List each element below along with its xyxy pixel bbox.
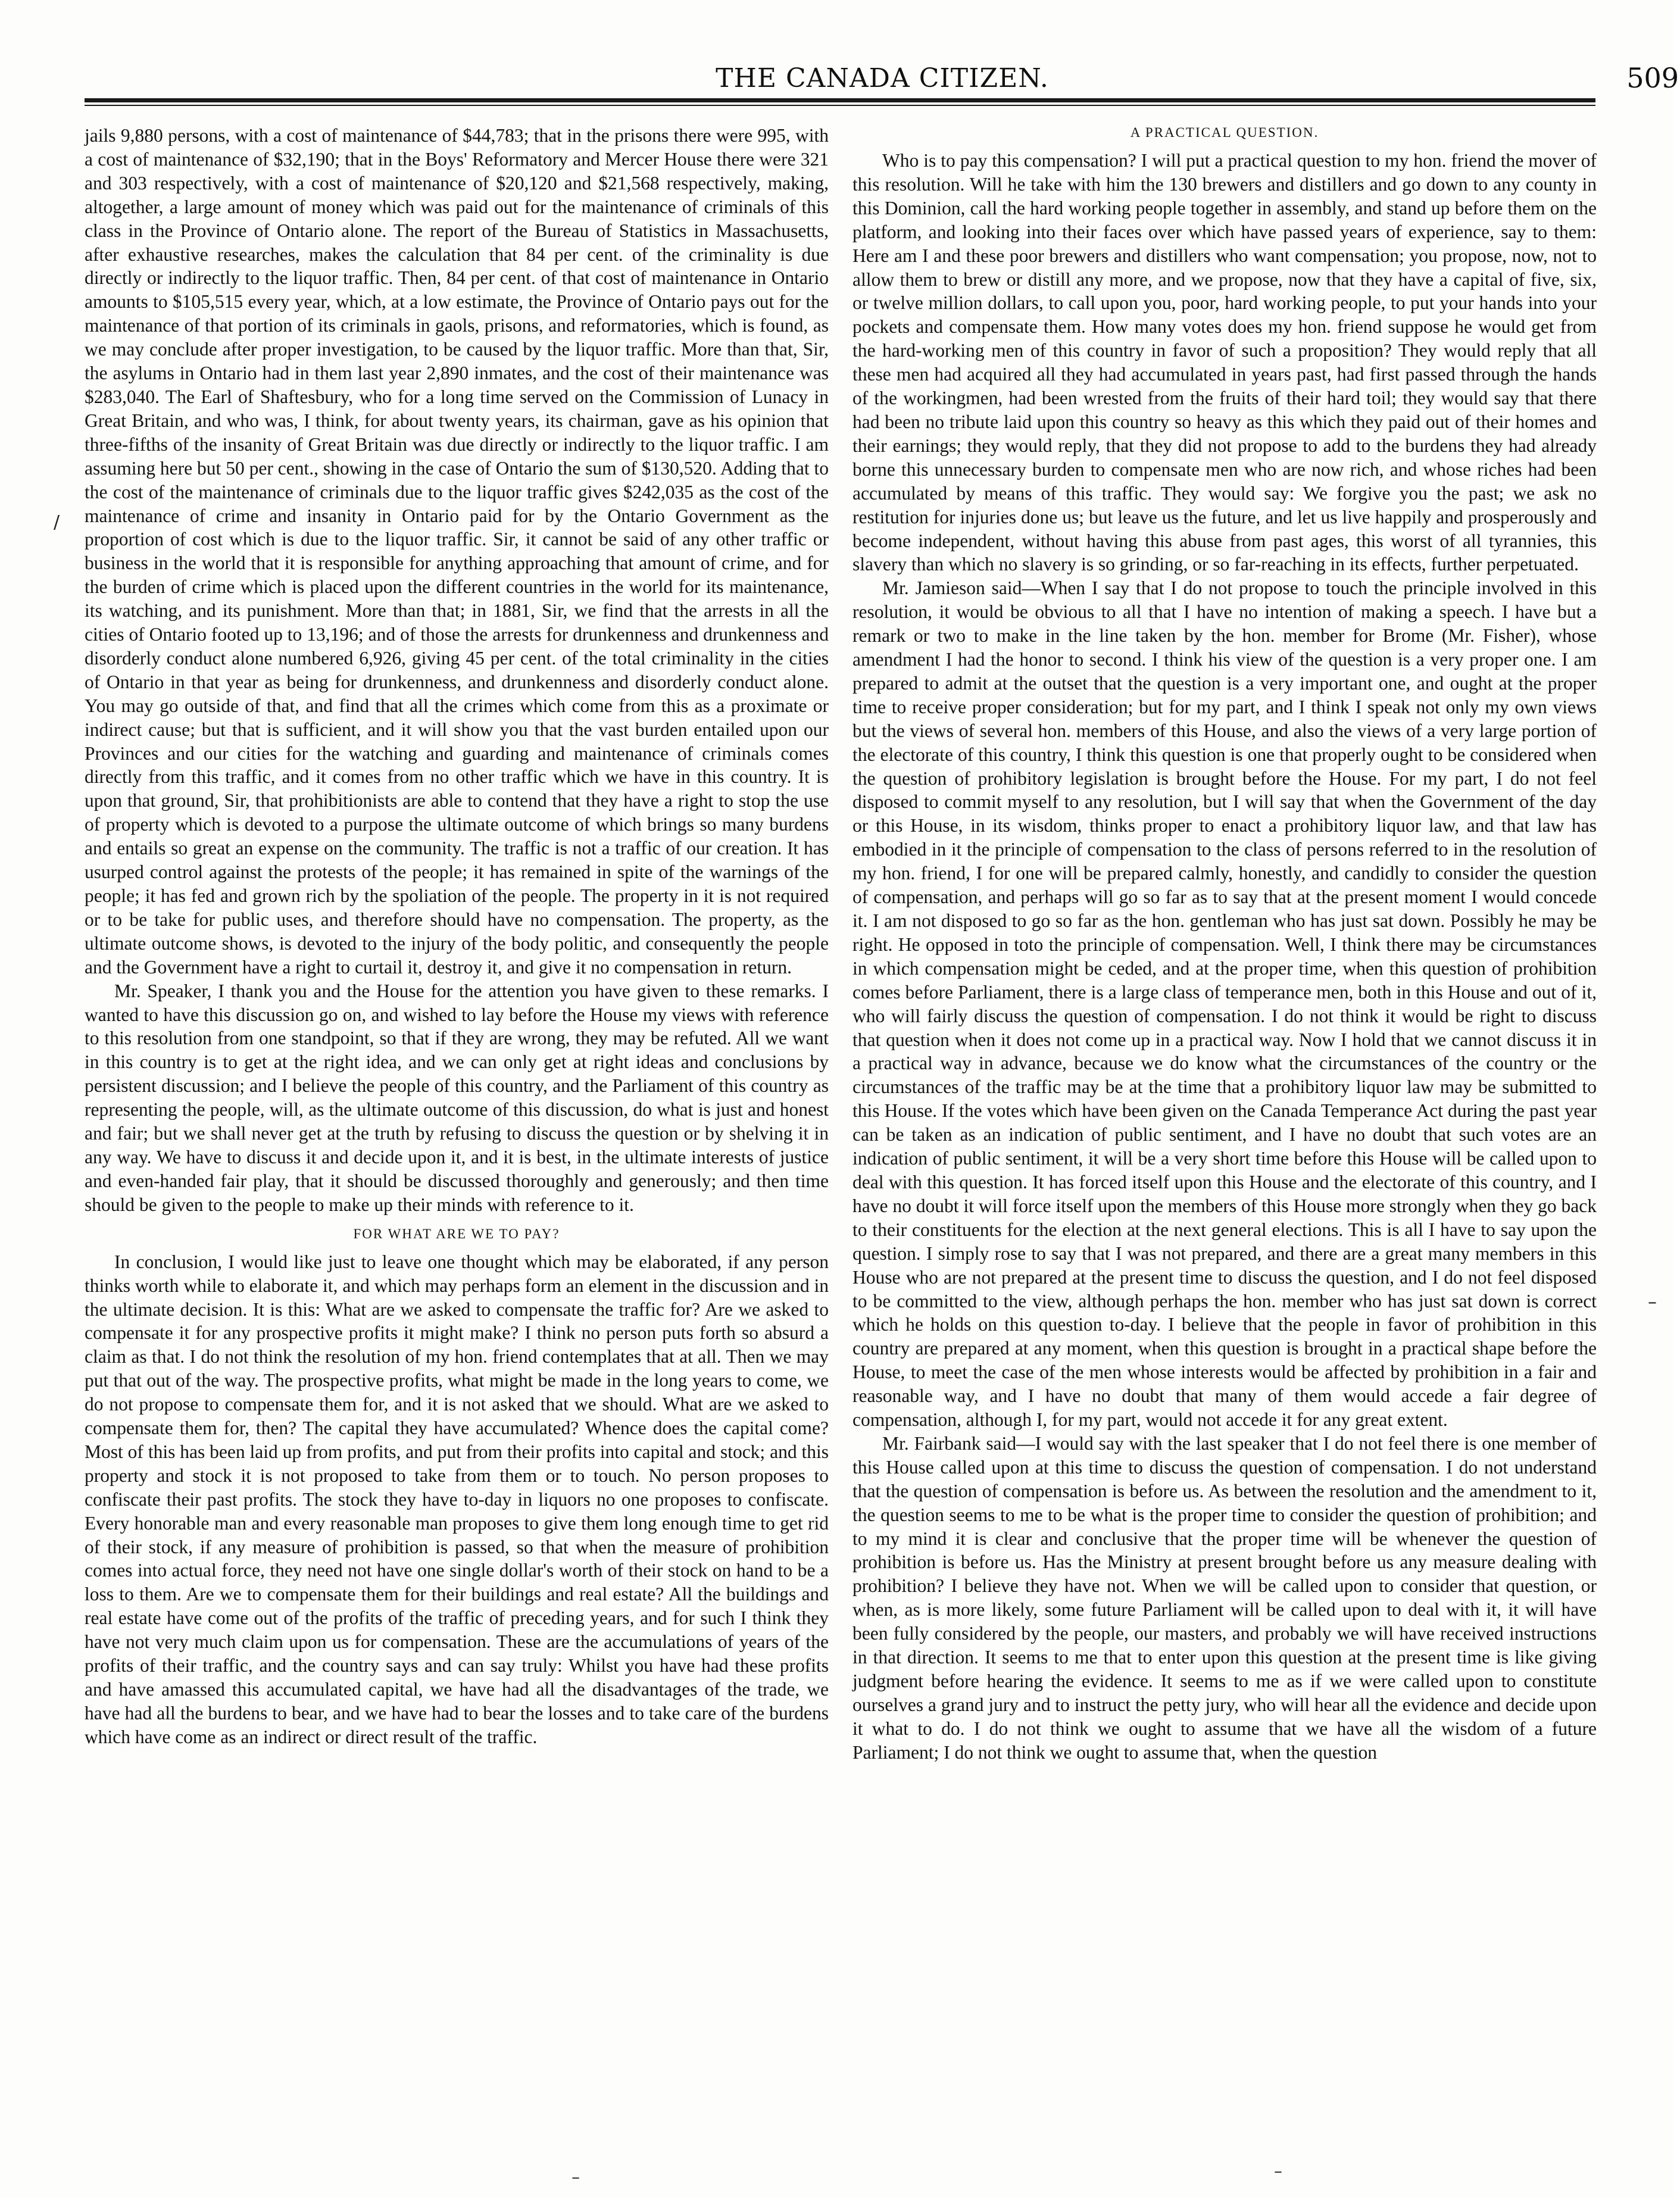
right-column — [853, 124, 1597, 2148]
section-heading-what-to-pay: FOR WHAT ARE WE TO PAY? — [353, 1226, 560, 1241]
bottom-dash-right: – — [1274, 2161, 1282, 2181]
left-paragraph-2: Mr. Speaker, I thank you and the House for the attention you have given to these remarks. I wanted to have this discussion go on, and wished to lay before the House my views with reference to this resolution from one standpoint, so that if they are wrong, they may be refuted. All we want in this country is to get at the right idea, and we can only get at right ideas and conclusions by persistent discussion; and I believe the people of this country, and the Parliament of this country as representing the people, will, as the ultimate outcome of this discussion, do what is just and honest and fair; but we shall never get at the truth by refusing to discuss the question or by shelving it in any way. We have to discuss it and decide upon it, and it is best, in the ultimate interests of justice and even-handed fair play, that it should be discussed thoroughly and generously; and then time should be given to the people to make up their minds with reference to it. — [85, 980, 829, 1215]
bottom-dash-left: – — [572, 2167, 580, 2187]
margin-mark-left: / — [54, 512, 60, 533]
right-paragraph-2: Mr. Jamieson said—When I say that I do not propose to touch the principle involved in this resolution, it would be obvious to all that I have no intention of making a speech. I have but a remark or two to make in the line taken by the hon. member for Brome (Mr. Fisher), whose amendment I had the honor to second. I think his view of the question is a very proper one. I am prepared to admit at the outset that the question is a very important one, and ought at the proper time to receive proper consideration; but for my part, and I think I speak not only my own views but the views of several hon. members of this House, and also the views of a very large portion of the electorate of this country, I think this question is one that properly ought to be considered when the question of prohibitory legislation is brought before the House. For my part, I do not feel disposed to commit myself to any resolution, but I will say that when the Government of the day or this House, in its wisdom, thinks proper to enact a prohibitory liquor law, and that law has embodied in it the principle of compensation to the class of persons referred to in the resolution of my hon. friend, I for one will be prepared calmly, honestly, and candidly to consider the question of compensation, and perhaps will go so far as to say that at the present moment I would concede it. I am not disposed to go so far as the hon. gentleman who has just sat down. Possibly he may be right. He opposed in toto the principle of compensation. Well, I think there may be circumstances in which compensation might be ceded, and at the proper time, when this question of prohibition comes before Parliament, there is a large class of temperance men, both in this House and out of it, who will fairly discuss the question of compensation. I do not think it would be right to discuss that question when it does not come up in a practical way. Now I hold that we cannot discuss it in a practical way in advance, because we do know what the circumstances of the country or the circumstances of the traffic may be at the time that a prohibitory liquor law may be submitted to this House. If the votes which have been given on the Canada Temperance Act during the past year can be taken as an indication of public sentiment, and I have no doubt that such votes are an indication of public sentiment, it will be a very short time before this House will be called upon to deal with this question. It has forced itself upon this House and the electorate of this country, and I have no doubt it will force itself upon the members of this House more strongly when they go back to their constituents for the election at the next general elections. This is all I have to say upon the question. I simply rose to say that I was not prepared, and there are a great many members in this House who are not prepared at the present time to discuss the question, and I do not feel disposed to be committed to the view, although perhaps the hon. member who has just sat down is correct which he holds on this question to-day. I believe that the people in favor of prohibition in this country are prepared at any moment, when this question is brought in a practical shape before the House, to meet the case of the men whose interests would be affected by prohibition in a fair and reasonable way, and I have no doubt that many of them would accede a fair degree of compensation, although I, for my part, would not accede it for any great extent. — [853, 577, 1597, 1431]
right-paragraph-1: Who is to pay this compensation? I will put a practical question to my hon. friend the mover of this resolution. Will he take with him the 130 brewers and distillers and go down to any county in this Dominion, call the hard working people together in assembly, and stand up before them on the platform, and looking into their faces over which have passed years of experience, say to them: Here am I and these poor brewers and distillers who want compensation; you propose, now, not to allow them to brew or distill any more, and we propose, now that they have a capital of five, six, or twelve million dollars, to call upon you, poor, hard working people, to put your hands into your pockets and compensate them. How many votes does my hon. friend suppose he would get from the hard-working men of this country in favor of such a proposition? They would reply that all these men had acquired all they had accumulated in years past, had first passed through the hands of the workingmen, had been wrested from the fruits of their hard toil; they would say that there had been no tribute laid upon this country so heavy as this which they paid out of their homes and their earnings; they would reply, that they did not propose to add to the burdens they had already borne this unnecessary burden to compensate men who are now rich, and whose riches had been accumulated by means of this traffic. They would say: We forgive you the past; we ask no restitution for injuries done us; but leave us the future, and let us live happily and prosperously and become independent, without having this abuse from past ages, this worst of all tyrannies, this slavery than which no slavery is so grinding, or so far-reaching in its effects, further perpetuated. — [853, 150, 1597, 575]
left-paragraph-3: In conclusion, I would like just to leave one thought which may be elaborated, if any person thinks worth while to elaborate it, and which may perhaps form an element in the discussion and in the ultimate decision. It is this: What are we asked to compensate the traffic for? Are we asked to compensate it for any prospective profits it might make? I think no person puts forth so absurd a claim as that. I do not think the resolution of my hon. friend contemplates that at all. Then we may put that out of the way. The prospective profits, what might be made in the long years to come, we do not propose to compensate them for, and it is not asked that we should. What are we asked to compensate them for, then? The capital they have accumulated? Whence does the capital come? Most of this has been laid up from profits, and put from their profits into capital and stock; and this property and stock it is not proposed to take from them or to touch. No person proposes to confiscate their past profits. The stock they have to-day in liquors no one proposes to confiscate. Every honorable man and every reasonable man proposes to give them long enough time to get rid of their stock, if any measure of prohibition is passed, so that when the measure of prohibition comes into actual force, they need not have one single dollar's worth of their stock on hand to be a loss to them. Are we to compensate them for their buildings and real estate? All the buildings and real estate have come out of the profits of the traffic of preceding years, and for such I think they have not very much claim upon us for compensation. These are the accumulations of years of the profits of their traffic, and the country says and can say truly: Whilst you have had these profits and have amassed this accumulated capital, we have had all the disadvantages of the trade, we have had all the burdens to bear, and we have had to bear the losses and to take care of the burdens which have come as an indirect or direct result of the traffic. — [85, 1251, 829, 1747]
left-column — [85, 124, 829, 2148]
page-number: 509 — [1626, 62, 1679, 94]
newspaper-title: THE CANADA CITIZEN. — [716, 63, 1049, 93]
masthead-rule-thick — [85, 98, 1595, 102]
masthead — [85, 57, 1680, 99]
section-heading-practical-question: A PRACTICAL QUESTION. — [1130, 125, 1319, 140]
right-paragraph-3: Mr. Fairbank said—I would say with the last speaker that I do not feel there is one member of this House called upon at this time to discuss the question of compensation. I do not understand that the question of compensation is before us. As between the resolution and the amendment to it, the question seems to me to be what is the proper time to consider the question of prohibition; and to my mind it is clear and conclusive that the proper time will be whenever the question of prohibition is before us. Has the Ministry at present brought before us any measure dealing with prohibition? I believe they have not. When we will be called upon to consider that question, or when, as is more likely, some future Parliament will be called upon to deal with it, it will have been fully considered by the people, our masters, and probably we will have received instructions in that direction. It seems to me that to enter upon this question at the present time is like giving judgment before hearing the evidence. It seems to me as if we were called upon to constitute ourselves a grand jury and to instruct the petty jury, who will hear all the evidence and decide upon it what to do. I do not think we ought to assume that we have all the wisdom of a future Parliament; I do not think we ought to assume that, when the question — [853, 1432, 1597, 1763]
margin-mark-right: – — [1648, 1292, 1657, 1313]
masthead-rule-thin — [85, 105, 1595, 106]
left-paragraph-1: jails 9,880 persons, with a cost of maintenance of $44,783; that in the prisons there were 995, with a cost of maintenance of $32,190; that in the Boys' Reformatory and Mercer House there were 321 and 303 respectively, with a cost of maintenance of $20,120 and $21,568 respectively, making, altogether, a large amount of money which was paid out for the maintenance of criminals of this class in the Province of Ontario alone. The report of the Bureau of Statistics in Massachusetts, after exhaustive researches, makes the calculation that 84 per cent. of the criminality is due directly or indirectly to the liquor traffic. Then, 84 per cent. of that cost of maintenance in Ontario amounts to $105,515 every year, which, at a low estimate, the Province of Ontario pays out for the maintenance of that portion of its criminals in gaols, prisons, and reformatories, which is found, as we may conclude after proper investigation, to be caused by the liquor traffic. More than that, Sir, the asylums in Ontario had in them last year 2,890 inmates, and the cost of their maintenance was $283,040. The Earl of Shaftesbury, who for a long time served on the Commission of Lunacy in Great Britain, and who was, I think, for about twenty years, its chairman, gave as his opinion that three-fifths of the insanity of Great Britain was due directly or indirectly to the liquor traffic. I am assuming here but 50 per cent., showing in the case of Ontario the sum of $130,520. Adding that to the cost of the maintenance of criminals due to the liquor traffic gives $242,035 as the cost of the maintenance of crime and insanity in Ontario paid for by the Ontario Government as the proportion of cost which is due to the liquor traffic. Sir, it cannot be said of any other traffic or business in the world that it is responsible for anything approaching that amount of crime, and for the burden of crime which is placed upon the different countries in the world for its maintenance, its watching, and its punishment. More than that; in 1881, Sir, we find that the arrests in all the cities of Ontario footed up to 13,196; and of those the arrests for drunkenness and drunkenness and disorderly conduct alone numbered 6,926, giving 45 per cent. of the total criminality in the cities of Ontario in that year as being for drunkenness, and drunkenness and disorderly conduct alone. You may go outside of that, and find that all the crimes which come from this as a proximate or indirect cause; but that is sufficient, and it will show you that the vast burden entailed upon our Provinces and our cities for the watching and guarding and maintenance of criminals comes directly from this traffic, and it comes from no other traffic which we have in this country. It is upon that ground, Sir, that prohibitionists are able to contend that they have a right to stop the use of property which is devoted to a purpose the ultimate outcome of which brings so many burdens and entails so great an expense on the community. The traffic is not a traffic of our creation. It has usurped control against the protests of the people; it has remained in spite of the warnings of the people; it has fed and grown rich by the spoliation of the people. The property in it is not required or to be take for public uses, and therefore should have no compensation. The property, as the ultimate outcome shows, is devoted to the injury of the body politic, and consequently the people and the Government have a right to curtail it, destroy it, and give it no compensation in return. — [85, 125, 829, 978]
